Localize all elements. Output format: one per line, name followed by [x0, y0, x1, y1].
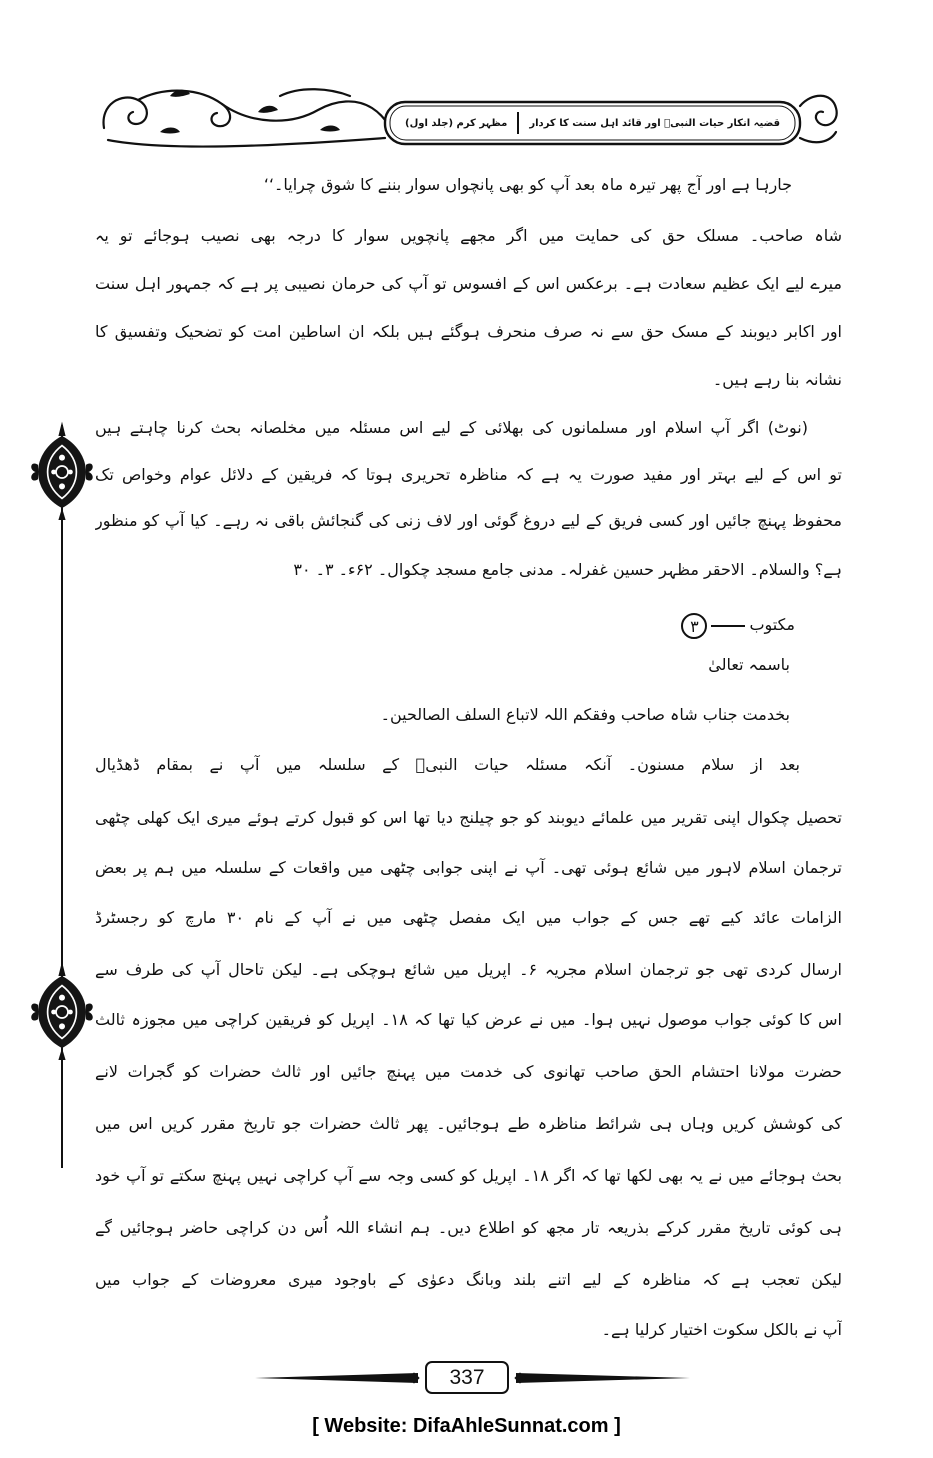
text-line: محفوظ پہنچ جائیں اور کسی فریق کے لیے دروغ گوئی اور لاف زنی کی گنجائش باقی نہ رہے۔ کیا آپ کو منظور — [95, 511, 842, 530]
letter-heading-label: مکتوب — [749, 615, 795, 634]
text-line: نشانہ بنا رہے ہیں۔ — [712, 370, 842, 389]
text-line: تو اس کے لیے بہتر اور مفید صورت یہ ہے کہ مناظرہ تحریری ہوتا کہ فریقین کے دلائل عوام وخواص تک — [95, 465, 842, 484]
book-title: مظہر کرم (جلد اول) — [405, 117, 508, 129]
heading-dash — [711, 625, 745, 627]
text-line: آپ نے بالکل سکوت اختیار کرلیا ہے۔ — [601, 1320, 842, 1339]
margin-medallion-top — [31, 422, 92, 520]
text-line: اس کا کوئی جواب موصول نہیں ہوا۔ میں نے عرض کیا تھا کہ ۱۸۔ اپریل کو فریقین کراچی میں مجوزہ ثالث — [95, 1010, 842, 1029]
website-credit: [ Website: DifaAhleSunnat.com ] — [312, 1415, 621, 1437]
letter-number-badge: ۳ — [681, 613, 707, 639]
text-line: تحصیل چکوال اپنی تقریر میں علمائے دیوبند کو جو چیلنج دیا تھا اس کو قبول کرتے ہوئے میری ایک کھلی چٹھی — [95, 808, 842, 827]
text-line: کی کوشش کریں وہاں ہی شرائط مناظرہ طے ہوجائیں۔ پھر ثالث حضرات جو تاریخ مقرر کریں اس میں — [95, 1114, 842, 1133]
signature-line: ہے؟ والسلام۔ الاحقر مظہر حسین غفرلہ۔ مدنی جامع مسجد چکوال۔ ۶۲ء۔ ۳۔ ۳۰ — [293, 560, 842, 579]
text-line: اور اکابر دیوبند کے مسک حق سے نہ صرف منحرف ہوگئے ہیں بلکہ ان اساطین امت کو تضحیک وتفسیق کا — [95, 322, 842, 341]
text-line: جارہا ہے اور آج پھر تیرہ ماہ بعد آپ کو بھی پانچواں سوار بننے کا شوق چرایا۔‘‘ — [263, 175, 792, 194]
text-line: شاہ صاحب۔ مسلک حق کی حمایت میں اگر مجھے پانچویں سوار کا درجہ بھی نصیب ہوجائے تو یہ — [95, 226, 842, 245]
text-line: بعد از سلام مسنون۔ آنکہ مسئلہ حیات النبیؐ کے سلسلہ میں آپ نے بمقام ڈھڈیال — [95, 755, 800, 774]
text-line: ارسال کردی تھی جو ترجمان اسلام مجریہ ۶۔ اپریل میں شائع ہوچکی ہے۔ لیکن تاحال آپ کی طرف سے — [95, 960, 842, 979]
letter-invocation: باسمہ تعالیٰ — [708, 655, 790, 674]
text-line: لیکن تعجب ہے کہ مناظرہ کے لیے اتنے بلند وبانگ دعوٰی کے باوجود میری معروضات کے جواب میں — [95, 1270, 842, 1289]
header-divider — [517, 112, 519, 134]
margin-ornament — [0, 0, 110, 1200]
text-line: ہی کوئی تاریخ مقرر کرکے بذریعہ تار مجھ کو اطلاع دیں۔ ہم انشاء اللہ اُس دن کراچی حاضر ہوجائیں گے — [95, 1218, 842, 1237]
running-header — [405, 104, 780, 142]
letter-heading — [95, 603, 842, 647]
text-line: میرے لیے ایک عظیم سعادت ہے۔ برعکس اس کے افسوس تو آپ کی حرمان نصیبی پر ہے کہ جمہور اہل سنت — [95, 274, 842, 293]
chapter-title: قضیہ انکار حیات النبیؐ اور قائد اہل سنت کا کردار — [529, 117, 780, 129]
page-number: 337 — [449, 1366, 485, 1389]
text-line: ترجمان اسلام لاہور میں شائع ہوئی تھی۔ آپ نے اپنی جوابی چٹھی میں واقعات کے سلسلہ میں ہم پر بعض — [95, 858, 842, 877]
text-line: الزامات عائد کیے تھے جس کے جواب میں ایک مفصل چٹھی میں نے آپ کے نام ۳۰ مارچ کو رجسٹرڈ — [95, 908, 842, 927]
text-line: بحث ہوجائے میں نے یہ بھی لکھا تھا کہ اگر ۱۸۔ اپریل کو کسی وجہ سے آپ کراچی نہیں پہنچ سکتے تو آپ خود — [95, 1166, 842, 1185]
margin-medallion-bottom — [31, 962, 92, 1060]
footer-rule-left — [255, 1373, 418, 1383]
note-line: (نوٹ) اگر آپ اسلام اور مسلمانوں کی بھلائی کے لیے اس مسئلہ میں مخلصانہ بحث کرنا چاہتے ہیں — [95, 418, 808, 437]
footer-rule-right — [516, 1373, 690, 1383]
text-line: حضرت مولانا احتشام الحق صاحب تھانوی کی خدمت میں پہنچ جائیں اور ثالث حضرات کو گجرات لانے — [95, 1062, 842, 1081]
letter-address: بخدمت جناب شاہ صاحب وفقکم اللہ لاتباع السلف الصالحین۔ — [380, 705, 790, 724]
